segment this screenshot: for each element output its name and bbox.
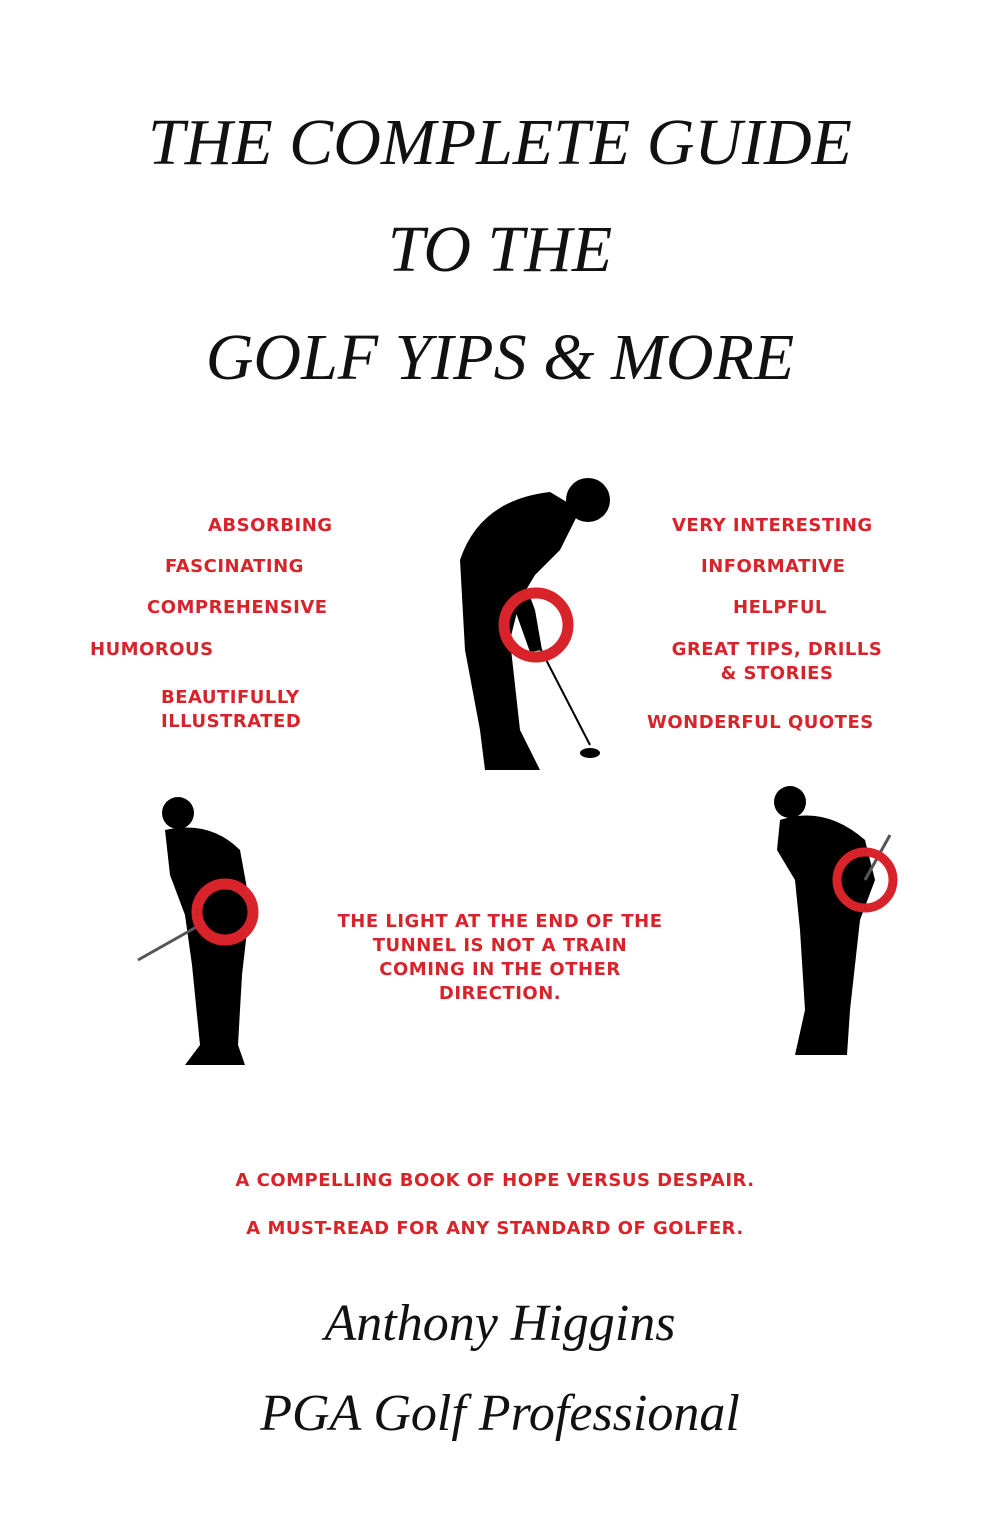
right-golfer-illustration (765, 780, 905, 1065)
title-line-1: THE COMPLETE GUIDE (148, 106, 852, 179)
praise-quotes: WONDERFUL QUOTES (647, 712, 874, 733)
quote-text: THE LIGHT AT THE END OF THE TUNNEL IS NOT A TRAIN COMING IN THE OTHER DIRECTION. (337, 911, 663, 1004)
tagline-hope: A COMPELLING BOOK OF HOPE VERSUS DESPAIR. (235, 1170, 755, 1191)
title-line-3: GOLF YIPS & MORE (205, 321, 795, 394)
praise-absorbing: ABSORBING (208, 515, 333, 536)
praise-comprehensive: COMPREHENSIVE (147, 597, 328, 618)
praise-informative: INFORMATIVE (701, 556, 846, 577)
praise-tips: GREAT TIPS, DRILLS & STORIES (671, 639, 883, 684)
left-golfer-illustration (130, 795, 270, 1075)
author-name: Anthony Higgins (324, 1295, 676, 1352)
praise-interesting: VERY INTERESTING (672, 515, 873, 536)
praise-fascinating: FASCINATING (165, 556, 304, 577)
author-title: PGA Golf Professional (260, 1385, 740, 1442)
praise-illustrated: BEAUTIFULLY ILLUSTRATED (161, 687, 302, 732)
praise-humorous: HUMOROUS (90, 639, 214, 660)
title-line-2: TO THE (387, 213, 613, 286)
putting-golfer-illustration (440, 470, 640, 780)
tagline-must-read: A MUST-READ FOR ANY STANDARD OF GOLFER. (246, 1218, 744, 1239)
praise-helpful: HELPFUL (733, 597, 827, 618)
